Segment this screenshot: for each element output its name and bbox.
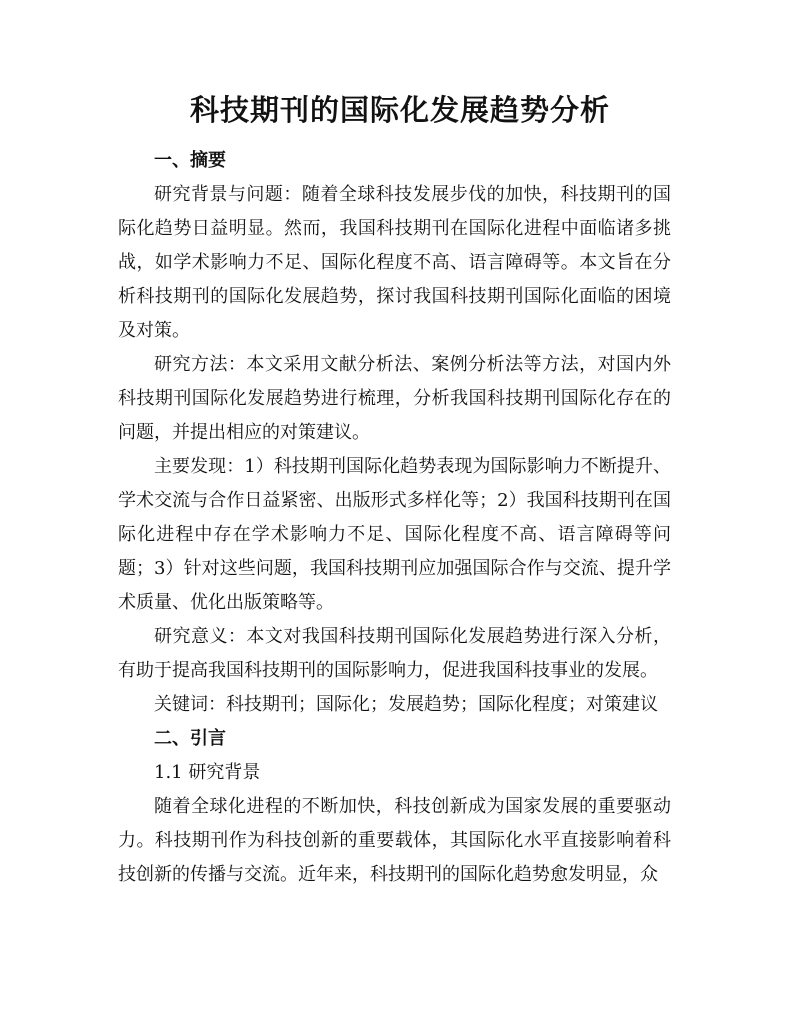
section-heading-introduction: 二、引言 [154, 728, 226, 749]
introduction-paragraph: 随着全球化进程的不断加快，科技创新成为国家发展的重要驱动力。科技期刊作为科技创新的重要载体，其国际化水平直接影响着科技创新的传播与交流。近年来，科技期刊的国际化趋势愈发明显，众 [118, 796, 671, 885]
abstract-findings-paragraph: 主要发现：1）科技期刊国际化趋势表现为国际影响力不断提升、学术交流与合作日益紧密、出版形式多样化等；2）我国科技期刊在国际化进程中存在学术影响力不足、国际化程度不高、语言障碍等问题；3）针对这些问题，我国科技期刊应加强国际合作与交流、提升学术质量、优化出版策略等。 [118, 456, 671, 613]
subsection-heading-background: 1.1 研究背景 [154, 762, 261, 783]
abstract-background-paragraph: 研究背景与问题：随着全球科技发展步伐的加快，科技期刊的国际化趋势日益明显。然而，我国科技期刊在国际化进程中面临诸多挑战，如学术影响力不足、国际化程度不高、语言障碍等。本文旨在分析科技期刊的国际化发展趋势，探讨我国科技期刊国际化面临的困境及对策。 [118, 184, 671, 341]
abstract-method-paragraph: 研究方法：本文采用文献分析法、案例分析法等方法，对国内外科技期刊国际化发展趋势进行梳理，分析我国科技期刊国际化存在的问题，并提出相应的对策建议。 [118, 354, 671, 443]
section-heading-abstract: 一、摘要 [154, 150, 226, 171]
abstract-significance-paragraph: 研究意义：本文对我国科技期刊国际化发展趋势进行深入分析，有助于提高我国科技期刊的国际影响力，促进我国科技事业的发展。 [118, 626, 671, 681]
page-title: 科技期刊的国际化发展趋势分析 [189, 93, 610, 127]
document-body [118, 144, 671, 892]
keywords-paragraph: 关键词：科技期刊；国际化；发展趋势；国际化程度；对策建议 [154, 694, 658, 715]
